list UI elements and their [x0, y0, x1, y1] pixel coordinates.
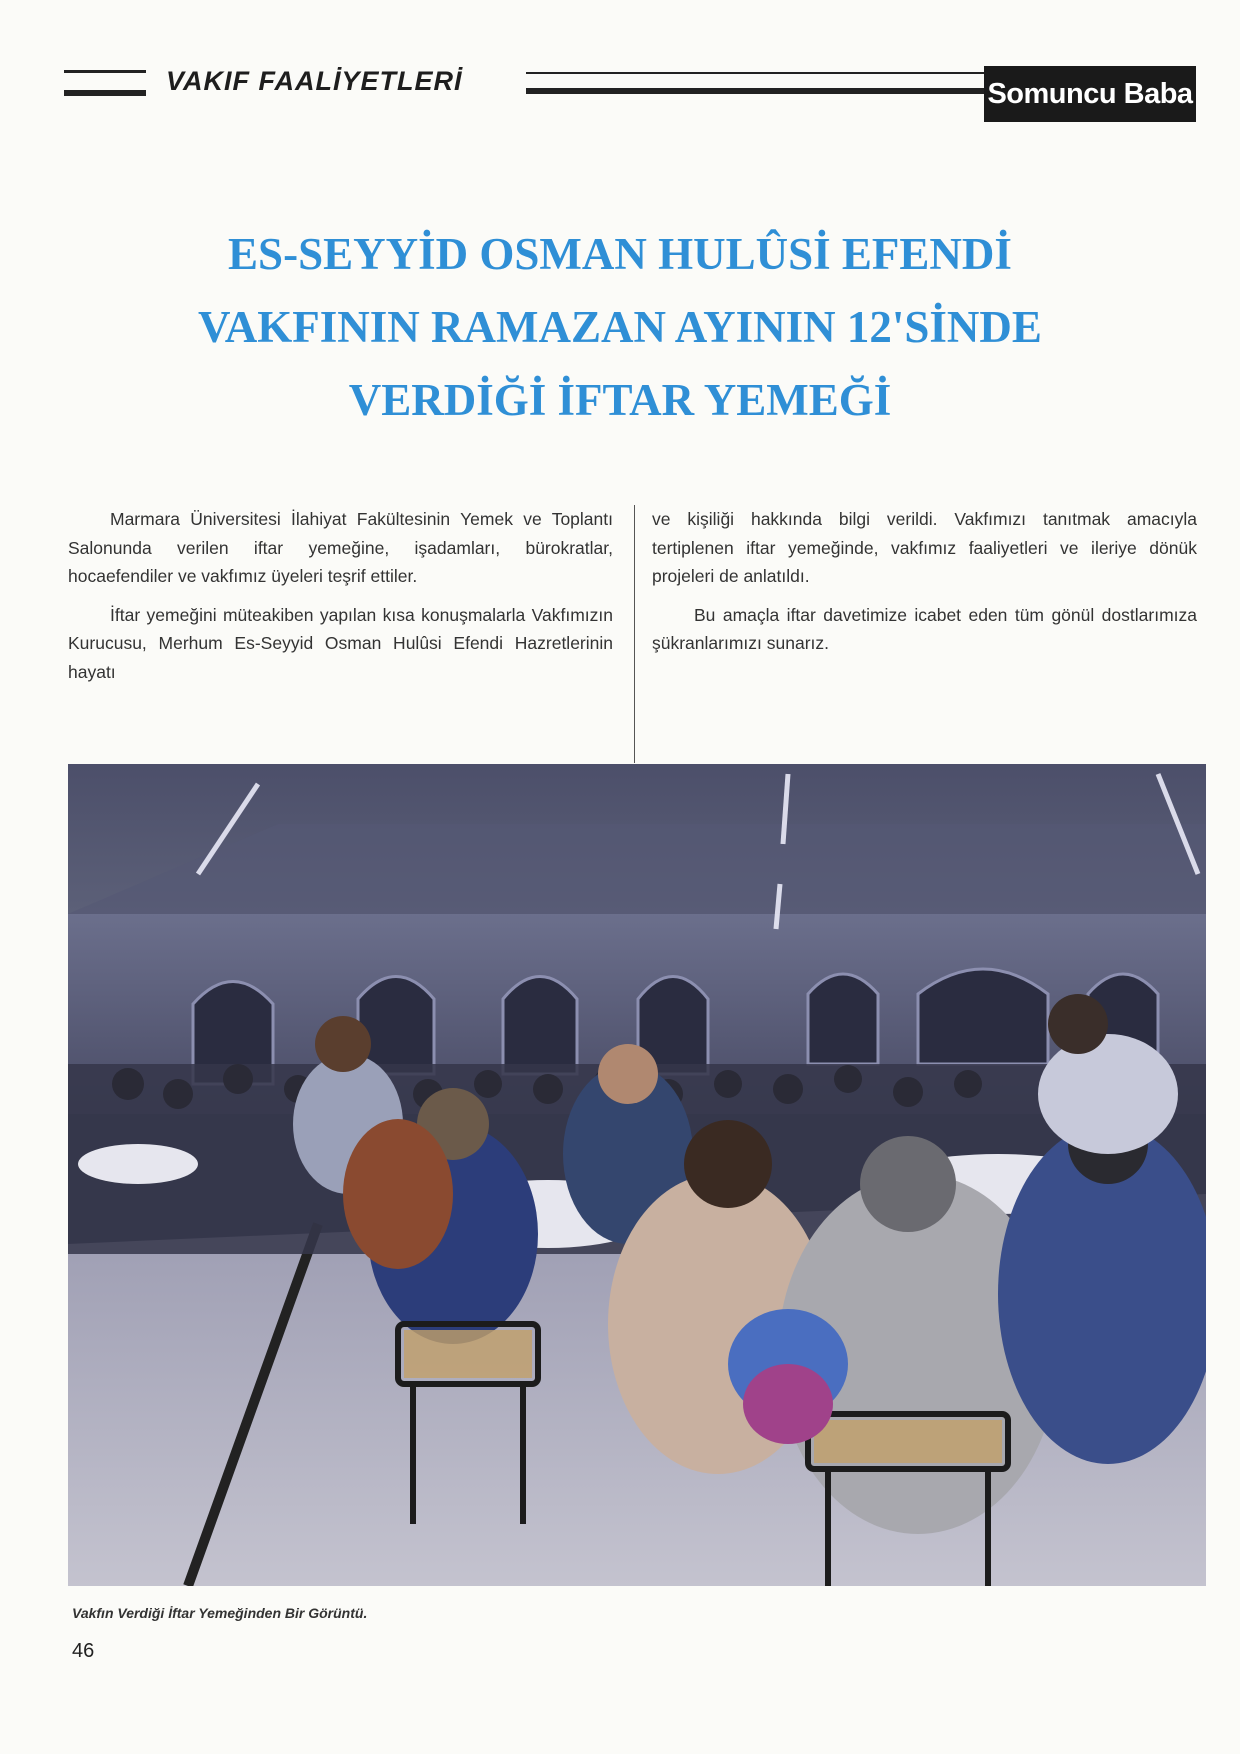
paragraph: Marmara Üniversitesi İlahiyat Fakültesinin Yemek ve Toplantı Salonunda verilen iftar yemeğine, işadamları, bürokratlar, hocaefendiler ve vakfımız üyeleri teşrif ettiler. — [68, 509, 613, 586]
article-headline — [120, 218, 1120, 437]
header-rule-right-thick — [526, 88, 984, 94]
brand-logo: Somuncu Baba — [984, 66, 1196, 122]
photo-caption: Vakfın Verdiği İftar Yemeğinden Bir Görüntü. — [72, 1605, 368, 1621]
headline-line: VAKFININ RAMAZAN AYININ 12'SİNDE — [198, 302, 1042, 352]
section-title: VAKIF FAALİYETLERİ — [166, 66, 463, 96]
column-divider — [634, 505, 635, 763]
paragraph: ve kişiliği hakkında bilgi verildi. Vakfımızı tanıtmak amacıyla tertiplenen iftar yemeğinde, vakfımız faaliyetleri ve ileriye dönük projeleri de anlatıldı. — [652, 509, 1197, 586]
headline-line: VERDİĞİ İFTAR YEMEĞİ — [348, 375, 892, 425]
paragraph: İftar yemeğini müteakiben yapılan kısa konuşmalarla Vakfımızın Kurucusu, Merhum Es-Seyyid Osman Hulûsi Efendi Hazretlerinin hayatı — [68, 604, 613, 682]
header-rule-left-thick — [64, 90, 146, 96]
paragraph: Bu amaçla iftar davetimize icabet eden tüm gönül dostlarımıza şükranlarımızı sunarız. — [652, 604, 1197, 653]
body-column-right — [652, 505, 1197, 668]
body-column-left — [68, 505, 613, 696]
headline-line: ES-SEYYİD OSMAN HULÛSİ EFENDİ — [228, 229, 1012, 279]
event-photo — [68, 764, 1206, 1586]
header-rule-right-thin — [526, 72, 984, 74]
header-rule-left-thin — [64, 70, 146, 73]
page-number: 46 — [72, 1640, 95, 1662]
